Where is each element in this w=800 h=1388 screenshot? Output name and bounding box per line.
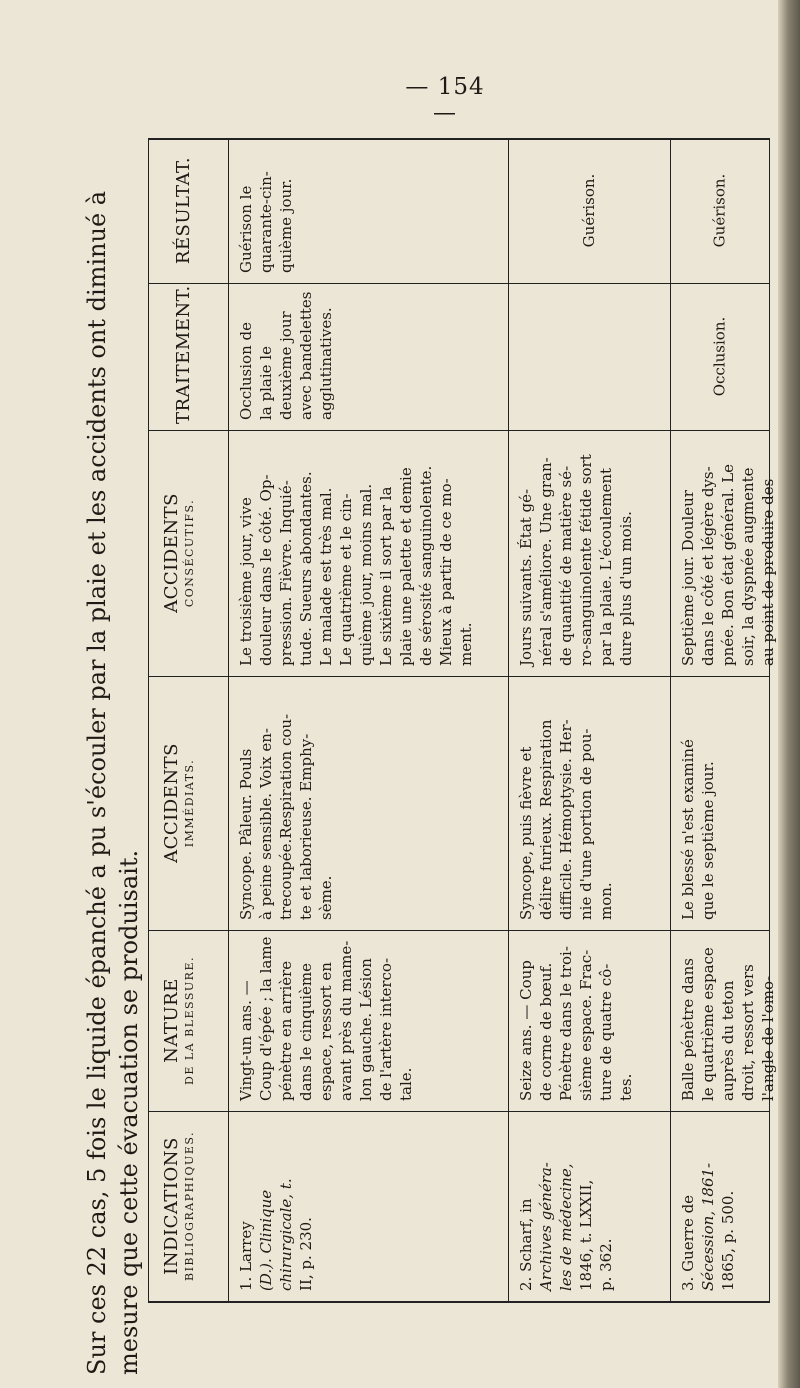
cell-line: lon gauche. Lésion xyxy=(357,958,375,1101)
cell-line: 1846, t. LXXII, xyxy=(577,1179,595,1291)
header-sublabel: DE LA BLESSURE. xyxy=(183,956,196,1085)
cell-line: Pénètre dans le troi- xyxy=(557,946,575,1101)
header-label: NATURE xyxy=(161,978,182,1063)
cell-line: par la plaie. L'écoulement xyxy=(597,467,615,666)
cell-line: quarante-cin- xyxy=(257,171,275,273)
cell-line: sème. xyxy=(317,875,335,920)
cell-line: nie d'une portion de pou- xyxy=(577,728,595,920)
cell-row2-resultat xyxy=(508,138,670,283)
cell-line: la plaie le xyxy=(257,346,275,420)
cell-line: mon. xyxy=(597,882,615,920)
running-text-line-1: Sur ces 22 cas, 5 fois le liquide épanché a pu s'écouler par la plaie et les accidents ont diminué à xyxy=(83,190,111,1375)
cell-line: de l'artère interco- xyxy=(377,957,395,1101)
cell-line: quième jour, moins mal. xyxy=(357,483,375,666)
cell-row3-accidents-consecutifs xyxy=(670,430,777,676)
header-label: TRAITEMENT. xyxy=(173,285,194,424)
header-label: RÉSULTAT. xyxy=(173,156,194,265)
cell-line: sième espace. Frac- xyxy=(577,949,595,1101)
cell-line: Seize ans. — Coup xyxy=(517,960,535,1101)
cell-row2-accidents-consecutifs xyxy=(508,430,670,676)
cell-line: ment. xyxy=(457,622,475,666)
cell-line: pnée. Bon état général. Le xyxy=(719,464,737,666)
cell-line: Jours suivants. État gé- xyxy=(517,488,535,666)
cell-line: ro-sanguinolente fétide sort xyxy=(577,454,595,666)
cell-line: pression. Fièvre. Inquié- xyxy=(277,480,295,666)
cell-row1-indications xyxy=(228,1111,508,1301)
cell-line: Vingt-un ans. — xyxy=(237,980,255,1101)
cell-row3-accidents-immediats xyxy=(670,676,769,930)
cases-table xyxy=(148,138,777,1303)
cell-line: difficile. Hémoptysie. Her- xyxy=(557,719,575,920)
header-accidents-immediats xyxy=(148,676,228,930)
cell-line: plaie une palette et demie xyxy=(397,467,415,666)
cell-line: agglutinatives. xyxy=(317,307,335,420)
cell-line: 1865, p. 500. xyxy=(719,1190,737,1291)
cell-line: soir, la dyspnée augmente xyxy=(739,467,757,666)
cell-line: Septième jour. Douleur xyxy=(679,490,697,666)
header-traitement xyxy=(148,283,228,430)
cell-line: Occlusion. xyxy=(710,316,729,397)
cell-line: droit, ressort vers xyxy=(739,964,757,1101)
cell-line: le quatrième espace xyxy=(699,947,717,1101)
cell-line: avec bandelettes xyxy=(297,291,315,420)
cell-row2-nature xyxy=(508,930,670,1111)
cell-line: néral s'améliore. Une gran- xyxy=(537,457,555,666)
cell-line: II, p. 230. xyxy=(297,1217,315,1291)
cell-line: pénètre en arrière xyxy=(277,960,295,1101)
cell-row1-accidents-consecutifs xyxy=(228,430,508,676)
cell-line: tude. Sueurs abondantes. xyxy=(297,471,315,666)
header-sublabel: IMMÉDIATS. xyxy=(183,758,196,848)
cell-line: Guérison. xyxy=(710,173,729,248)
cell-line: Coup d'épée ; la lame xyxy=(257,936,275,1101)
cell-line: au point de produire des xyxy=(759,478,777,666)
cell-line: à peine sensible. Voix en- xyxy=(257,728,275,920)
cell-line: Balle pénètre dans xyxy=(679,958,697,1101)
header-indications xyxy=(148,1111,228,1301)
cell-row2-accidents-immediats xyxy=(508,676,670,930)
cell-line: tale. xyxy=(397,1067,415,1101)
cell-line: deuxième jour xyxy=(277,311,295,420)
cell-line: trecoupée.Respiration cou- xyxy=(277,713,295,920)
cell-row1-accidents-immediats xyxy=(228,676,508,930)
cell-row3-resultat xyxy=(670,138,769,283)
cell-line: Syncope. Pâleur. Pouls xyxy=(237,748,255,920)
cell-line: tes. xyxy=(617,1073,635,1101)
header-label: ACCIDENTS xyxy=(161,743,182,863)
cell-line: les de médecine, xyxy=(557,1163,575,1291)
cell-line: quième jour. xyxy=(277,178,295,273)
page-binding-edge xyxy=(778,0,800,1388)
cell-row2-traitement xyxy=(508,283,670,430)
cell-line: ture de quatre cô- xyxy=(597,963,615,1101)
cell-line: de sérosité sanguinolente. xyxy=(417,465,435,666)
cell-line: Le troisième jour, vive xyxy=(237,497,255,666)
running-text-line-2: mesure que cette évacuation se produisait. xyxy=(115,849,143,1375)
cell-line: Guérison. xyxy=(580,173,598,248)
cell-line: (D.). Clinique xyxy=(257,1189,275,1291)
cell-line: Syncope, puis fièvre et xyxy=(517,746,535,920)
cell-line: Le malade est très mal. xyxy=(317,487,335,666)
header-nature xyxy=(148,930,228,1111)
cell-line: Le sixième il sort par la xyxy=(377,486,395,666)
cell-line: Occlusion de xyxy=(237,322,255,420)
cell-line: dure plus d'un mois. xyxy=(617,511,635,666)
cell-line: de quantité de matière sé- xyxy=(557,465,575,666)
cell-line: Guérison le xyxy=(237,185,255,273)
cell-line: p. 362. xyxy=(597,1238,615,1291)
cell-line: 1. Larrey xyxy=(237,1221,255,1291)
cell-line: l'angle de l'omo- xyxy=(759,975,777,1101)
header-resultat xyxy=(148,138,228,283)
cell-line: douleur dans le côté. Op- xyxy=(257,474,275,666)
header-label: ACCIDENTS xyxy=(161,493,182,613)
header-sublabel: CONSÉCUTIFS. xyxy=(183,498,196,608)
cell-line: espace, ressort en xyxy=(317,962,335,1101)
cell-line: Sécession, 1861- xyxy=(699,1162,717,1291)
cell-line: 3. Guerre de xyxy=(679,1194,697,1291)
cell-row3-nature xyxy=(670,930,777,1111)
cell-line: que le septième jour. xyxy=(699,761,717,920)
cell-line: Mieux à partir de ce mo- xyxy=(437,478,455,666)
cell-row1-nature xyxy=(228,930,508,1111)
cell-line: délire furieux. Respiration xyxy=(537,719,555,920)
cell-row1-traitement xyxy=(228,283,508,430)
cell-line: de corne de bœuf. xyxy=(537,962,555,1101)
header-accidents-consecutifs xyxy=(148,430,228,676)
cell-row1-resultat xyxy=(228,138,508,283)
cell-line: dans le côté et légère dys- xyxy=(699,466,717,666)
header-label: INDICATIONS xyxy=(161,1137,182,1275)
cell-row2-indications xyxy=(508,1111,670,1301)
cell-line: te et laborieuse. Emphy- xyxy=(297,733,315,920)
cell-line: chirurgicale, t. xyxy=(277,1178,295,1291)
cell-line: auprès du teton xyxy=(719,980,737,1101)
header-sublabel: BIBLIOGRAPHIQUES. xyxy=(183,1131,196,1281)
cell-line: Le blessé n'est examiné xyxy=(679,739,697,920)
cell-line: Le quatrième et le cin- xyxy=(337,493,355,666)
cell-line: avant près du mame- xyxy=(337,940,355,1101)
cell-line: Archives généra- xyxy=(537,1162,555,1291)
cell-line: dans le cinquième xyxy=(297,962,315,1101)
cell-line: 2. Scharf, in xyxy=(517,1198,535,1291)
cell-row3-indications xyxy=(670,1111,769,1301)
cell-row3-traitement xyxy=(670,283,769,430)
page-number: — 154 — xyxy=(405,74,485,126)
